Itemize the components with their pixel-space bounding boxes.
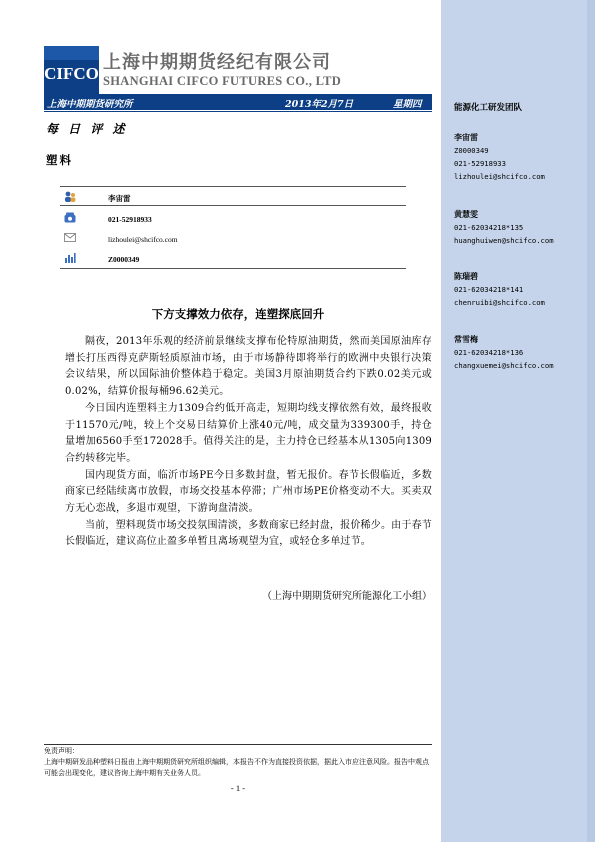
contact-name: 常雪梅 (454, 335, 478, 344)
contact-email: chenruibi@shcifco.com (454, 298, 545, 307)
sidebar-panel (441, 0, 587, 842)
paragraph: 国内现货方面，临沂市场PE今日多数封盘，暂无报价。春节长假临近，多数商家已经陆续离市放假，市场交投基本停滞；广州市场PE价格变动不大。买卖双方无心恋战，多退市观望，下游询盘清淡。 (65, 469, 432, 515)
footer-rule (44, 744, 432, 745)
contact-email: huanghuiwen@shcifco.com (454, 236, 554, 245)
chart-icon (64, 252, 76, 263)
contact-email: changxuemei@shcifco.com (454, 361, 554, 370)
paragraph: 今日国内连塑料主力1309合约低开高走，短期均线支撑依然有效，最终报收于11570元/吨，较上个交易日结算价上涨40元/吨，成交量为339300手，持仓量增加6560手至172028手。值得关注的是，主力持仓已经基本从1305向1309合约转移完毕。 (65, 402, 432, 464)
contact-4 (454, 333, 554, 372)
contact-phone: 021-62034218*136 (454, 348, 524, 357)
section-title: 每 日 评 述 (46, 122, 128, 136)
logo-text: CIFCO (44, 64, 99, 83)
info-rule (60, 205, 406, 206)
contact-name: 黄慧雯 (454, 210, 478, 219)
phone-icon (64, 212, 76, 223)
contact-phone: 021-62034218*141 (454, 285, 524, 294)
contact-1 (454, 131, 545, 183)
contact-2 (454, 208, 554, 247)
analyst-phone: 021-52918933 (108, 215, 152, 224)
disclaimer (44, 746, 434, 780)
contact-cert: Z0000349 (454, 146, 489, 155)
disclaimer-text: 上海中期研发品种塑料日报由上海中期期货研究所组织编辑，本报告不作为直接投资依据，据此入市应注意风险。报告中观点可能会出现变化，建议咨询上海中期有关业务人员。 (44, 758, 429, 778)
info-rule-bottom (60, 268, 406, 269)
analyst-name: 李宙雷 (108, 194, 131, 203)
page-number: - 1 - (230, 783, 246, 793)
report-date: 2013年2月7日 (285, 99, 354, 110)
article-title: 下方支撑效力依存，连塑探底回升 (151, 307, 325, 321)
analyst-cert: Z0000349 (108, 255, 140, 264)
disclaimer-title: 免责声明： (44, 747, 79, 755)
contact-phone: 021-62034218*135 (454, 223, 524, 232)
contact-phone: 021-52918933 (454, 159, 506, 168)
header-rule (44, 111, 432, 112)
email-icon (64, 232, 76, 243)
signoff: （上海中期期货研究所能源化工小组） (262, 591, 432, 602)
paragraph: 当前，塑料现货市场交投氛围清淡，多数商家已经封盘，报价稀少。由于春节长假临近，建议高位止盈多单暂且离场观望为宜，或轻仓多单过节。 (65, 519, 432, 548)
paragraph: 隔夜，2013年乐观的经济前景继续支撑布伦特原油期货，然而美国原油库存增长打压西得克萨斯轻质原油市场，由于市场静待即将举行的欧洲中央银行决策会议结果，所以国际油价整体趋于稳定。美国3月原油期货合约下跌0.02美元或0.02%，结算价报每桶96.62美元。 (65, 336, 432, 398)
contact-3 (454, 270, 545, 309)
analyst-email: lizhoulei@shcifco.com (108, 235, 178, 244)
contact-name: 陈瑞碧 (454, 272, 478, 281)
report-weekday: 星期四 (393, 99, 422, 110)
person-icon (64, 191, 76, 202)
company-name-en: SHANGHAI CIFCO FUTURES CO., LTD (103, 74, 342, 88)
category-title: 塑料 (46, 153, 73, 167)
team-title: 能源化工研发团队 (454, 103, 523, 113)
contact-name: 李宙雷 (454, 133, 478, 142)
company-name-cn: 上海中期期货经纪有限公司 (103, 52, 331, 73)
contact-email: lizhoulei@shcifco.com (454, 172, 545, 181)
info-rule-top (60, 186, 406, 187)
article-body (65, 334, 432, 551)
header-bar (44, 94, 432, 110)
institute-name: 上海中期期货研究所 (47, 99, 133, 110)
